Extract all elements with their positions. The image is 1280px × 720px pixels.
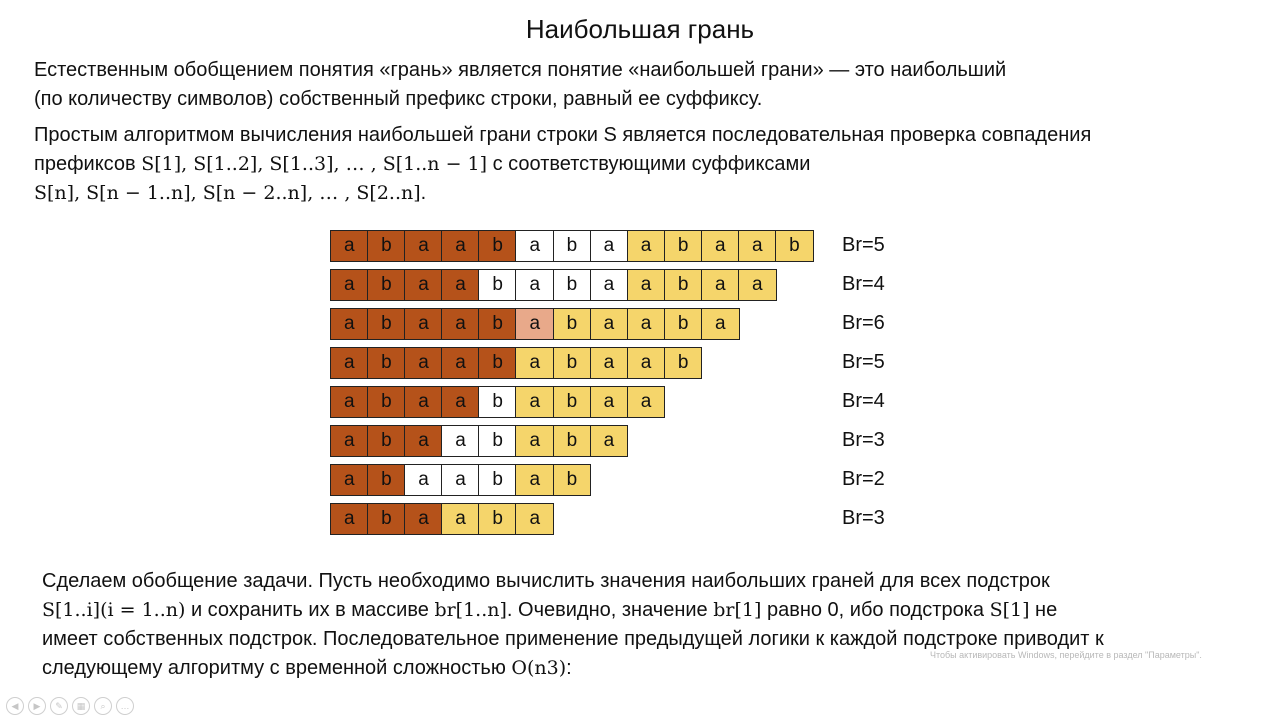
char-cell: b bbox=[478, 386, 517, 418]
br-array-formula: br[1..n] bbox=[434, 599, 507, 621]
intro-line-2: (по количеству символов) собственный префикс строки, равный ее суффиксу. bbox=[34, 88, 763, 110]
string-row bbox=[330, 347, 701, 379]
border-value-label: Br=3 bbox=[842, 507, 885, 529]
char-cell: a bbox=[404, 269, 443, 301]
border-value-label: Br=5 bbox=[842, 351, 885, 373]
char-cell: a bbox=[627, 347, 666, 379]
char-cell: a bbox=[515, 464, 554, 496]
char-cell: a bbox=[738, 230, 777, 262]
char-cell: b bbox=[553, 386, 592, 418]
br1-formula: br[1] bbox=[713, 599, 762, 621]
char-cell: b bbox=[553, 308, 592, 340]
char-cell: b bbox=[478, 503, 517, 535]
char-cell: a bbox=[441, 386, 480, 418]
char-cell: a bbox=[330, 269, 369, 301]
char-cell: a bbox=[515, 269, 554, 301]
complexity-formula: O(n3) bbox=[511, 657, 567, 679]
char-cell: a bbox=[441, 503, 480, 535]
char-cell: b bbox=[664, 347, 703, 379]
char-cell: a bbox=[515, 425, 554, 457]
char-cell: a bbox=[404, 464, 443, 496]
gen-text-6: : bbox=[566, 657, 572, 679]
border-value-label: Br=3 bbox=[842, 429, 885, 451]
char-cell: a bbox=[738, 269, 777, 301]
char-cell: a bbox=[404, 503, 443, 535]
slideshow-toolbar bbox=[6, 697, 134, 715]
char-cell: b bbox=[478, 269, 517, 301]
string-row bbox=[330, 308, 738, 340]
border-value-label: Br=4 bbox=[842, 390, 885, 412]
char-cell: b bbox=[367, 425, 406, 457]
char-cell: b bbox=[775, 230, 814, 262]
char-cell: b bbox=[367, 269, 406, 301]
char-cell: a bbox=[330, 347, 369, 379]
s1-formula: S[1] bbox=[989, 599, 1030, 621]
char-cell: a bbox=[330, 464, 369, 496]
algorithm-line-3-tail: . bbox=[420, 182, 427, 204]
generalization-line-2 bbox=[42, 596, 1242, 625]
char-cell: a bbox=[515, 230, 554, 262]
char-cell: a bbox=[404, 425, 443, 457]
string-row bbox=[330, 230, 812, 262]
char-cell: a bbox=[515, 308, 554, 340]
char-cell: b bbox=[664, 230, 703, 262]
char-cell: b bbox=[367, 464, 406, 496]
intro-paragraph bbox=[34, 56, 1144, 114]
char-cell: b bbox=[553, 269, 592, 301]
suffixes-formula: S[n], S[n − 1..n], S[n − 2..n], … , S[2..n] bbox=[34, 182, 421, 204]
prefixes-formula: S[1], S[1..2], S[1..3], … , S[1..n − 1] bbox=[141, 153, 488, 175]
char-cell: a bbox=[515, 347, 554, 379]
char-cell: a bbox=[441, 308, 480, 340]
generalization-line-3: имеет собственных подстрок. Последовательное применение предыдущей логики к каждой подстроке приводит к bbox=[42, 628, 1104, 650]
char-cell: a bbox=[627, 230, 666, 262]
gen-text-4: не bbox=[1029, 599, 1058, 621]
char-cell: a bbox=[590, 386, 629, 418]
char-cell: b bbox=[664, 269, 703, 301]
intro-line-1: Естественным обобщением понятия «грань» является понятие «наибольшей грани» — это наибольший bbox=[34, 59, 1007, 81]
next-icon[interactable]: ▶ bbox=[28, 697, 46, 715]
char-cell: b bbox=[553, 464, 592, 496]
gen-text-3: равно 0, ибо подстрока bbox=[761, 599, 990, 621]
algorithm-line-3 bbox=[34, 179, 1234, 208]
char-cell: b bbox=[553, 425, 592, 457]
char-cell: a bbox=[590, 269, 629, 301]
char-cell: b bbox=[367, 230, 406, 262]
char-cell: b bbox=[367, 347, 406, 379]
substring-formula: S[1..i](i = 1..n) bbox=[42, 599, 186, 621]
char-cell: a bbox=[404, 347, 443, 379]
char-cell: b bbox=[367, 386, 406, 418]
algorithm-line-1: Простым алгоритмом вычисления наибольшей грани строки S является последовательная проверка совпадения bbox=[34, 124, 1092, 146]
gen-text-2: . Очевидно, значение bbox=[506, 599, 714, 621]
char-cell: a bbox=[330, 308, 369, 340]
char-cell: a bbox=[627, 386, 666, 418]
string-row bbox=[330, 425, 627, 457]
char-cell: b bbox=[367, 503, 406, 535]
border-value-label: Br=2 bbox=[842, 468, 885, 490]
char-cell: a bbox=[701, 230, 740, 262]
char-cell: b bbox=[478, 308, 517, 340]
generalization-paragraph bbox=[42, 567, 1242, 683]
char-cell: a bbox=[441, 464, 480, 496]
generalization-line-1: Сделаем обобщение задачи. Пусть необходимо вычислить значения наибольших граней для всех подстрок bbox=[42, 570, 1050, 592]
char-cell: a bbox=[404, 308, 443, 340]
char-cell: b bbox=[478, 230, 517, 262]
border-value-label: Br=4 bbox=[842, 273, 885, 295]
char-cell: a bbox=[441, 230, 480, 262]
char-cell: b bbox=[664, 308, 703, 340]
char-cell: b bbox=[367, 308, 406, 340]
char-cell: a bbox=[515, 503, 554, 535]
char-cell: b bbox=[478, 425, 517, 457]
border-value-label: Br=5 bbox=[842, 234, 885, 256]
char-cell: a bbox=[590, 347, 629, 379]
char-cell: a bbox=[404, 386, 443, 418]
char-cell: a bbox=[330, 503, 369, 535]
border-value-label: Br=6 bbox=[842, 312, 885, 334]
pen-icon[interactable]: ✎ bbox=[50, 697, 68, 715]
char-cell: b bbox=[553, 230, 592, 262]
char-cell: a bbox=[701, 308, 740, 340]
char-cell: a bbox=[441, 425, 480, 457]
algorithm-line-2 bbox=[34, 150, 1234, 179]
string-row bbox=[330, 269, 775, 301]
activation-watermark: Чтобы активировать Windows, перейдите в раздел "Параметры". bbox=[930, 650, 1202, 660]
slides-icon[interactable]: ▦ bbox=[72, 697, 90, 715]
char-cell: a bbox=[330, 386, 369, 418]
more-icon[interactable]: … bbox=[116, 697, 134, 715]
string-row bbox=[330, 464, 590, 496]
char-cell: b bbox=[478, 347, 517, 379]
char-cell: b bbox=[478, 464, 517, 496]
char-cell: a bbox=[627, 308, 666, 340]
char-cell: a bbox=[627, 269, 666, 301]
char-cell: a bbox=[701, 269, 740, 301]
algorithm-line-2-text: префиксов bbox=[34, 153, 142, 175]
string-row bbox=[330, 503, 553, 535]
char-cell: b bbox=[553, 347, 592, 379]
char-cell: a bbox=[330, 425, 369, 457]
string-row bbox=[330, 386, 664, 418]
algorithm-line-2-tail: с соответствующими суффиксами bbox=[487, 153, 811, 175]
algorithm-paragraph bbox=[34, 121, 1234, 208]
char-cell: a bbox=[590, 308, 629, 340]
char-cell: a bbox=[590, 230, 629, 262]
slide-title: Наибольшая грань bbox=[525, 14, 755, 44]
char-cell: a bbox=[404, 230, 443, 262]
char-cell: a bbox=[590, 425, 629, 457]
char-cell: a bbox=[330, 230, 369, 262]
char-cell: a bbox=[441, 347, 480, 379]
char-cell: a bbox=[441, 269, 480, 301]
zoom-icon[interactable]: ⌕ bbox=[94, 697, 112, 715]
char-cell: a bbox=[515, 386, 554, 418]
gen-text-5: следующему алгоритму с временной сложностью bbox=[42, 657, 512, 679]
prev-icon[interactable]: ◀ bbox=[6, 697, 24, 715]
gen-text-1: и сохранить их в массиве bbox=[185, 599, 435, 621]
